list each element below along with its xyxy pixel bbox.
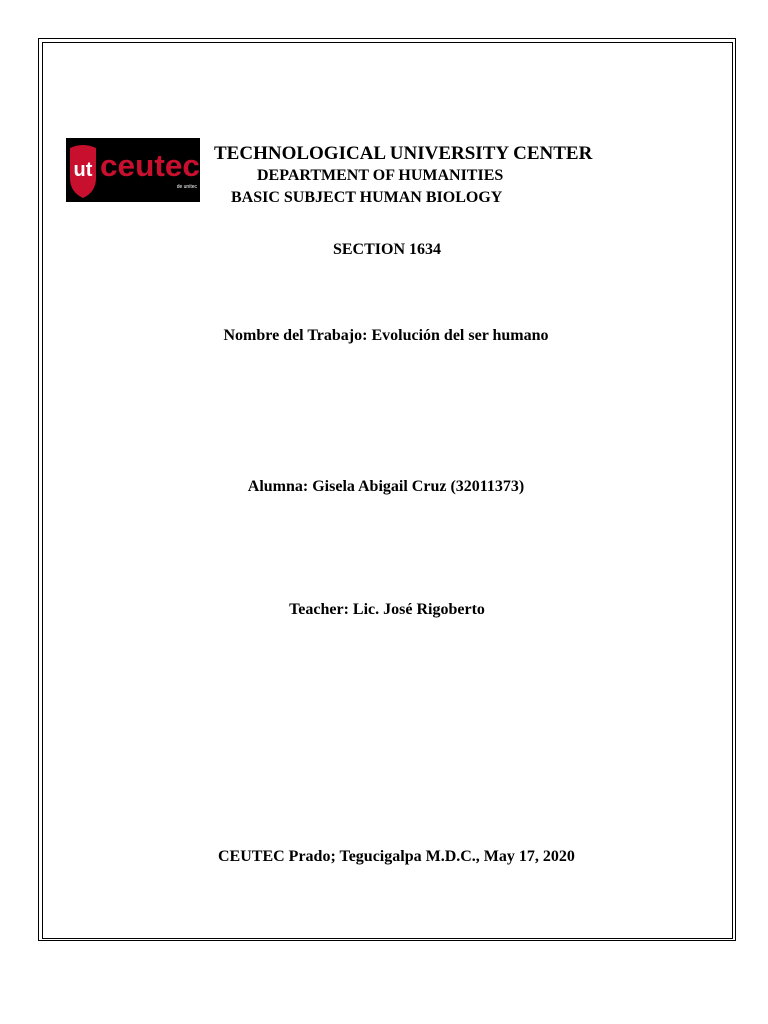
logo-brand-text: ceutec [100,148,200,183]
student-name: Alumna: Gisela Abigail Cruz (32011373) [247,478,525,495]
logo-badge-text: ut [73,159,93,181]
work-name: Nombre del Trabajo: Evolución del ser humano [223,327,549,344]
ceutec-logo [66,138,200,202]
institution-title: TECHNOLOGICAL UNIVERSITY CENTER [214,143,593,164]
ceutec-logo-graphic [66,138,200,202]
logo-tagline-text: de unitec [176,184,197,190]
section-number: SECTION 1634 [332,241,442,258]
subject-title: BASIC SUBJECT HUMAN BIOLOGY [231,189,503,206]
department-title: DEPARTMENT OF HUMANITIES [257,167,504,184]
place-date: CEUTEC Prado; Tegucigalpa M.D.C., May 17, 2020 [218,848,575,865]
teacher-name: Teacher: Lic. José Rigoberto [289,601,485,618]
